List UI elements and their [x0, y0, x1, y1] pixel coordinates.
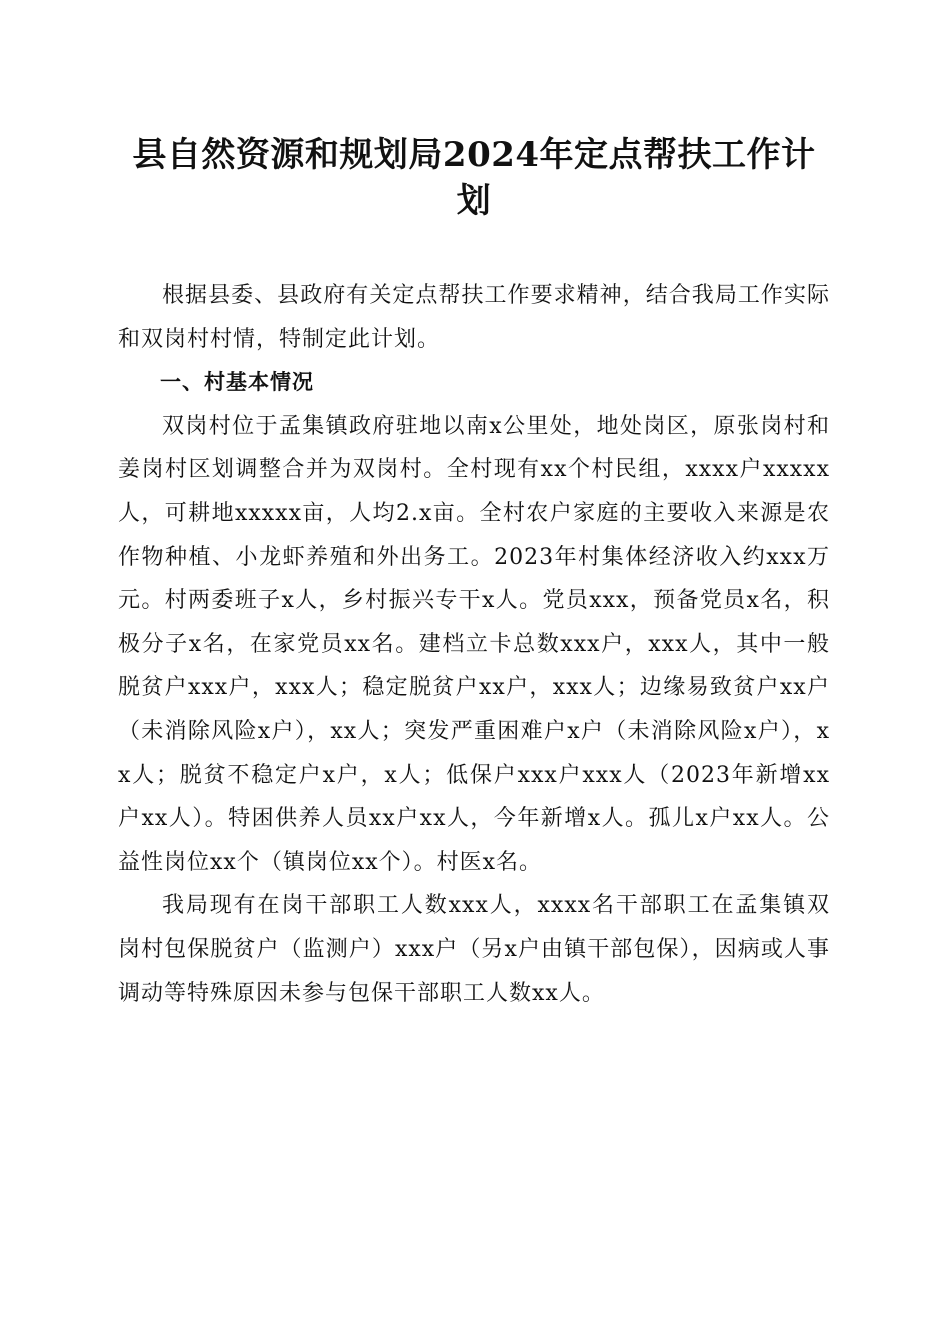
staff-info-paragraph: 我局现有在岗干部职工人数xxx人，xxxx名干部职工在孟集镇双岗村包保脱贫户（监测户）xxx户（另x户由镇干部包保），因病或人事调动等特殊原因未参与包保干部职工人数xx人。 [118, 893, 830, 1006]
document-body [118, 274, 830, 1015]
document-title: 县自然资源和规划局2024年定点帮扶工作计划 [132, 135, 816, 221]
village-info-paragraph: 双岗村位于孟集镇政府驻地以南x公里处，地处岗区，原张岗村和姜岗村区划调整合并为双岗村。全村现有xx个村民组，xxxx户xxxxx人，可耕地xxxxx亩，人均2.x亩。全村农户家庭的主要收入来源是农作物种植、小龙虾养殖和外出务工。2023年村集体经济收入约xxx万元。村两委班子x人，乡村振兴专干x人。党员xxx，预备党员x名，积极分子x名，在家党员xx名。建档立卡总数xxx户，xxx人，其中一般脱贫户xxx户，xxx人；稳定脱贫户xx户，xxx人；边缘易致贫户xx户（未消除风险x户），xx人；突发严重困难户x户（未消除风险x户），xx人；脱贫不稳定户x户，x人；低保户xxx户xxx人（2023年新增xx户xx人）。特困供养人员xx户xx人，今年新增x人。孤儿x户xx人。公益性岗位xx个（镇岗位xx个）。村医x名。 [118, 413, 830, 875]
document-page [118, 132, 830, 1015]
section-heading: 一、村基本情况 [160, 370, 314, 395]
intro-paragraph: 根据县委、县政府有关定点帮扶工作要求精神，结合我局工作实际和双岗村村情，特制定此计划。 [118, 283, 830, 352]
